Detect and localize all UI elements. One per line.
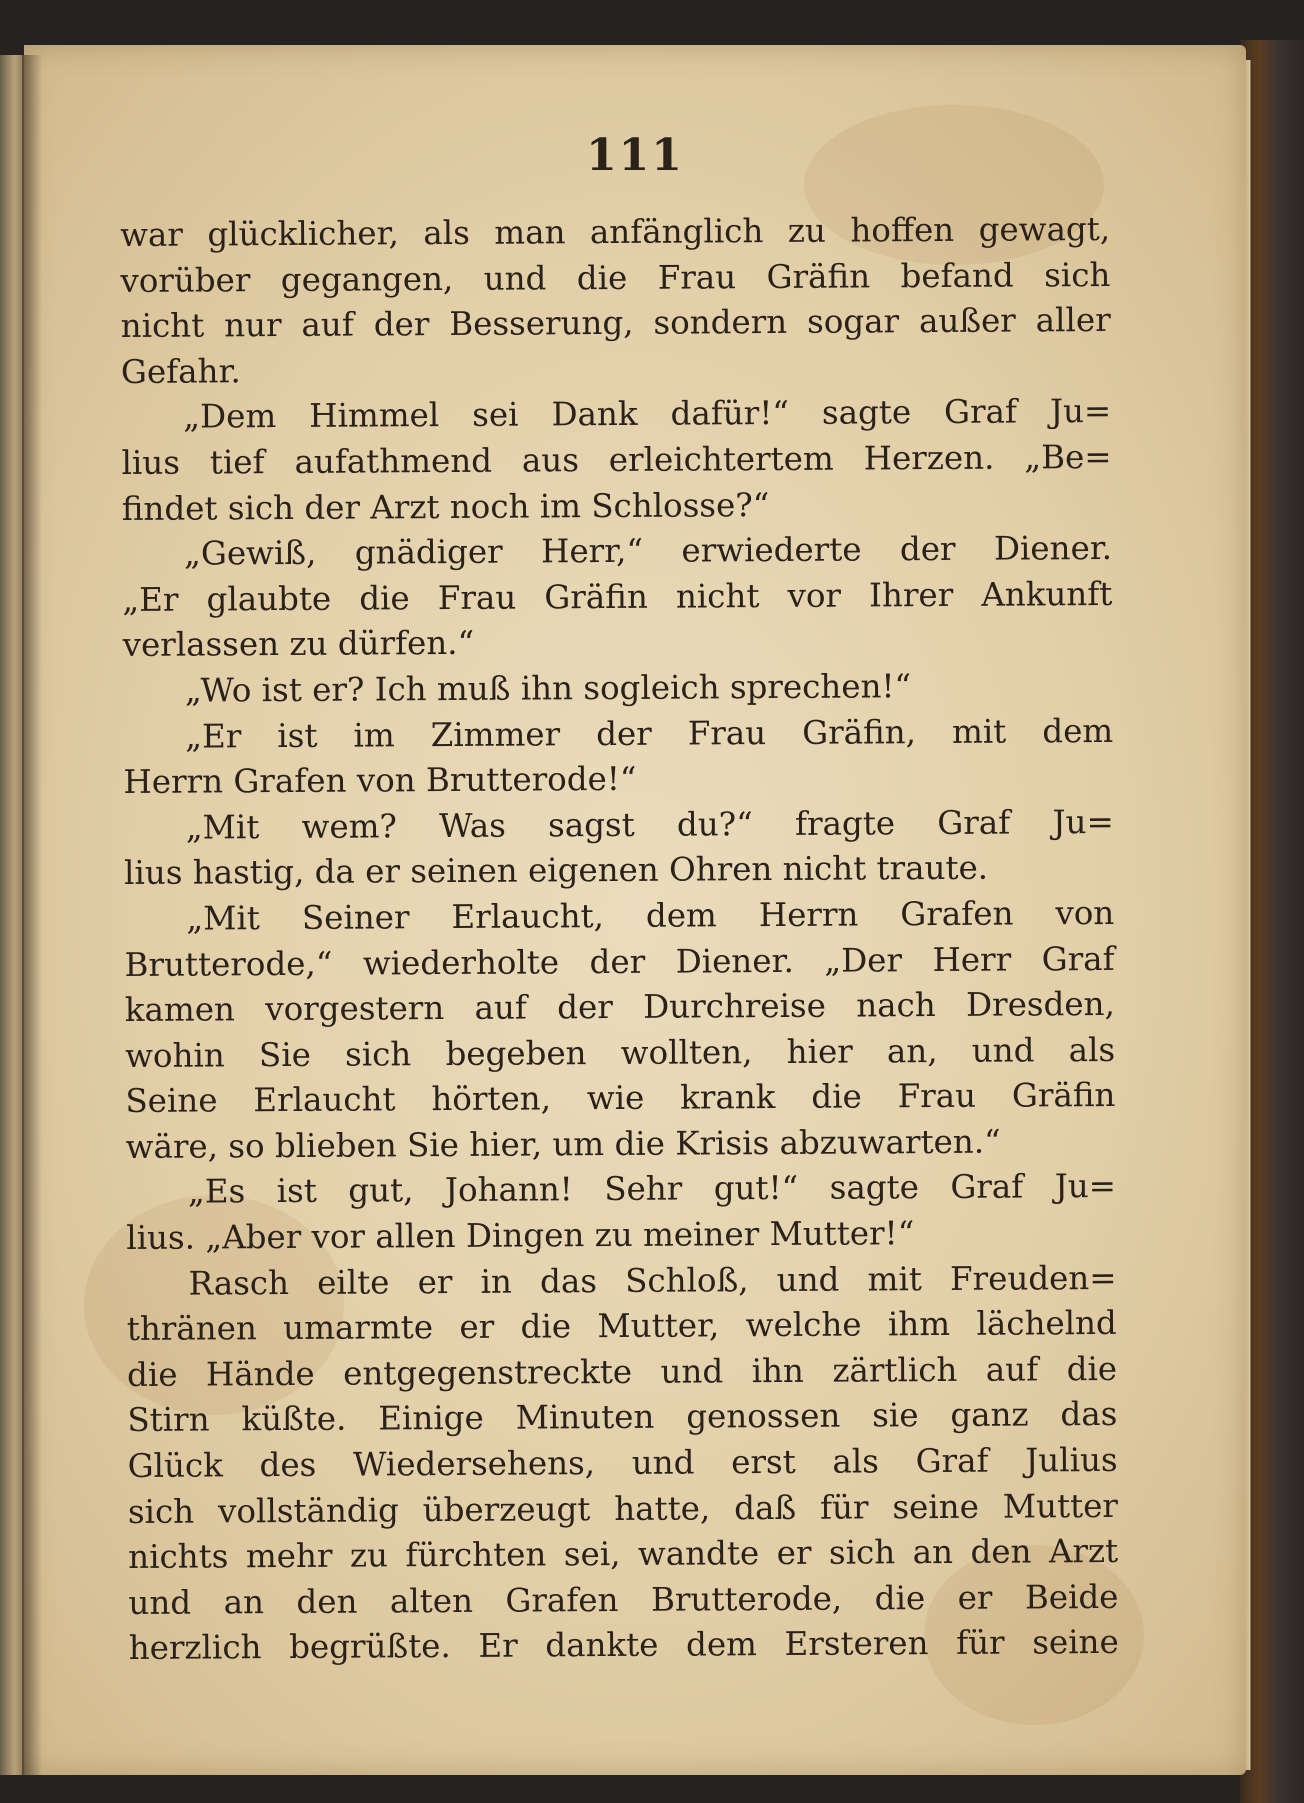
text-line: war glücklicher, als man anfänglich zu hoffen gewagt, <box>120 209 1111 254</box>
spine-shadow <box>22 55 42 1775</box>
text-line: sich vollständig überzeugt hatte, daß für seine Mutter <box>127 1486 1119 1531</box>
text-line: „Wo ist er? Ich muß ihn sogleich sprechen!“ <box>184 667 912 710</box>
text-line: Rasch eilte er in das Schloß, und mit Freuden= <box>188 1258 1117 1303</box>
body-text <box>120 207 1119 1672</box>
text-line: „Mit Seiner Erlaucht, dem Herrn Grafen von <box>186 893 1115 938</box>
text-line: Seine Erlaucht hörten, wie krank die Frau Gräfin <box>125 1076 1116 1121</box>
text-line: Herrn Grafen von Brutterode!“ <box>123 759 637 802</box>
text-line: „Gewiß, gnädiger Herr,“ erwiederte der Diener. <box>183 529 1113 573</box>
text-line: „Er ist im Zimmer der Frau Gräfin, mit dem <box>185 711 1114 756</box>
text-line: „Es ist gut, Johann! Sehr gut!“ sagte Graf Ju= <box>187 1167 1117 1212</box>
text-line: verlassen zu dürfen.“ <box>122 624 475 665</box>
text-line: lius. „Aber vor allen Dingen zu meiner Mutter!“ <box>126 1214 915 1258</box>
text-line: „Mit wem? Was sagst du?“ fragte Graf Ju= <box>185 802 1114 847</box>
page-number: 111 <box>586 130 684 181</box>
text-line: Stirn küßte. Einige Minuten genossen sie ganz das <box>127 1395 1118 1440</box>
text-line: lius tief aufathmend aus erleichtertem Herzen. „Be= <box>121 437 1112 482</box>
text-line: und an den alten Grafen Brutterode, die er Beide <box>128 1577 1119 1622</box>
text-line: nichts mehr zu fürchten sei, wandte er sich an den Arzt <box>128 1532 1119 1577</box>
text-line: Brutterode,“ wiederholte der Diener. „Der Herr Graf <box>124 939 1115 984</box>
text-line: „Dem Himmel sei Dank dafür!“ sagte Graf Ju= <box>183 392 1112 436</box>
text-line: herzlich begrüßte. Er dankte dem Ersteren für seine <box>128 1623 1119 1668</box>
text-line: die Hände entgegenstreckte und ihn zärtlich auf die <box>126 1349 1118 1394</box>
previous-page-edge <box>0 55 24 1775</box>
text-line: Glück des Wiedersehens, und erst als Graf Julius <box>127 1440 1118 1486</box>
book-page <box>24 45 1246 1775</box>
text-line: findet sich der Arzt noch im Schlosse?“ <box>121 485 770 528</box>
text-line: wäre, so blieben Sie hier, um die Krisis abzuwarten.“ <box>125 1122 1001 1166</box>
text-line: wohin Sie sich begeben wollten, hier an, und als <box>125 1030 1116 1075</box>
text-line: kamen vorgestern auf der Durchreise nach Dresden, <box>124 985 1115 1030</box>
text-line: nicht nur auf der Besserung, sondern sogar außer aller <box>120 301 1111 346</box>
text-line: „Er glaubte die Frau Gräfin nicht vor Ihrer Ankunft <box>122 574 1113 619</box>
text-line: lius hastig, da er seinen eigenen Ohren nicht traute. <box>123 849 989 893</box>
text-line: Gefahr. <box>120 352 241 391</box>
text-line: thränen umarmte er die Mutter, welche ihm lächelnd <box>126 1304 1117 1349</box>
text-line: vorüber gegangen, und die Frau Gräfin befand sich <box>120 255 1111 300</box>
